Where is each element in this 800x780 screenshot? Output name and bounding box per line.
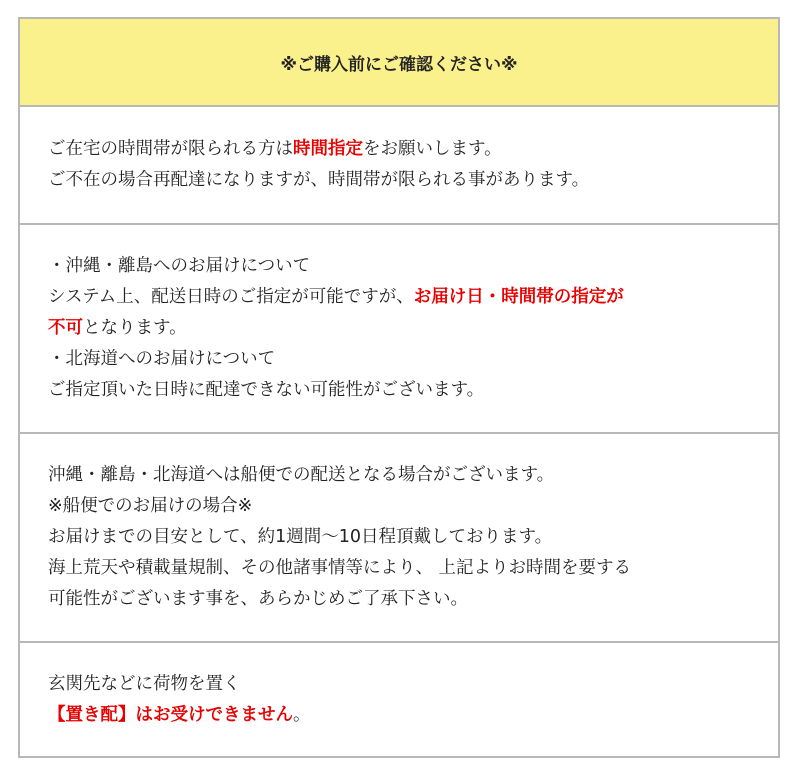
section-time-designation <box>20 107 778 223</box>
section-doorstep-delivery <box>20 641 778 756</box>
section2-line2-text: システム上、配送日時のご指定が可能ですが、 <box>48 287 414 307</box>
section4-line2 <box>48 700 778 731</box>
section1-line2: ご不在の場合再配達になりますが、時間帯が限られる事があります。 <box>48 170 590 190</box>
not-possible-highlight: 不可 <box>48 318 83 338</box>
no-doorstep-highlight: 【置き配】はお受けできません <box>48 704 293 725</box>
delivery-date-highlight: お届け日・時間帯の指定が <box>413 287 624 307</box>
purchase-notice-box <box>18 17 780 758</box>
section3-line1: 沖縄・離島・北海道へは船便での配送となる場合がございます。 <box>48 465 555 485</box>
section3-line3: お届けまでの目安として、約1週間〜10日程頂戴しております。 <box>48 527 553 547</box>
section4-line1: 玄関先などに荷物を置く <box>48 673 241 694</box>
section2-line4: ・北海道へのお届けについて <box>48 349 276 369</box>
section4-line2-tail: 。 <box>293 704 311 725</box>
section3-line5: 可能性がございます事を、あらかじめご了承下さい。 <box>48 589 468 609</box>
time-designation-highlight: 時間指定 <box>293 139 363 159</box>
section2-line2 <box>48 282 778 313</box>
section2-line3 <box>48 313 778 344</box>
section3-line2: ※船便でのお届けの場合※ <box>48 496 253 516</box>
section2-line3-tail: となります。 <box>83 318 187 338</box>
notice-header <box>20 19 778 107</box>
section2-line5: ご指定頂いた日時に配達できない可能性がございます。 <box>48 380 485 400</box>
section3-line4: 海上荒天や積載量規制、その他諸事情等により、 上記よりお時間を要する <box>48 558 632 578</box>
section-okinawa-hokkaido <box>20 223 778 432</box>
notice-title: ※ご購入前にご確認ください※ <box>280 54 518 75</box>
section1-line1 <box>48 134 778 165</box>
section-ship-delivery <box>20 432 778 641</box>
section1-line1-text: ご在宅の時間帯が限られる方は <box>48 139 293 159</box>
section1-line1-tail: をお願いします。 <box>363 139 502 159</box>
section2-line1: ・沖縄・離島へのお届けについて <box>48 256 311 276</box>
